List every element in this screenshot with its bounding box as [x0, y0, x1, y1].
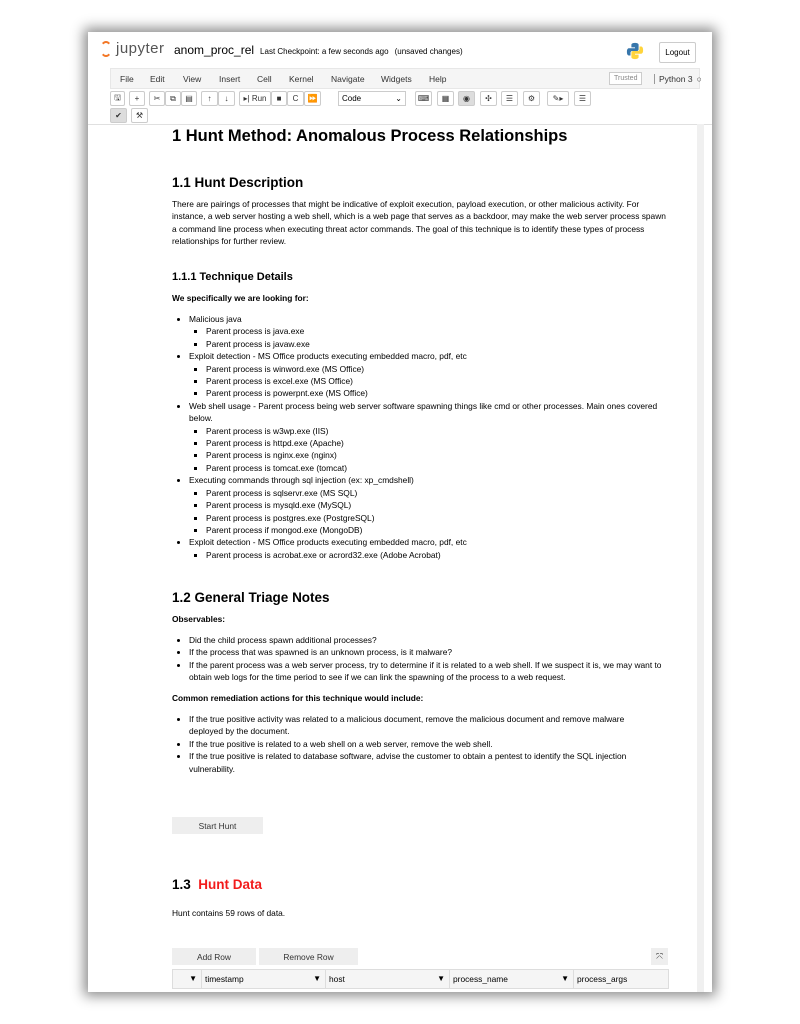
gavel-icon[interactable]: ⚒ — [131, 108, 148, 123]
fullscreen-icon[interactable]: ⤧ — [651, 948, 668, 965]
restart-icon[interactable]: C — [287, 91, 304, 106]
column-label: process_args — [577, 974, 628, 984]
parent-process-item: ▪ Parent process is excel.exe (MS Office) — [206, 375, 666, 387]
cut-icon[interactable]: ✂ — [149, 91, 165, 106]
technique-item — [189, 474, 666, 536]
index-column-header — [173, 970, 202, 988]
column-label: timestamp — [205, 974, 244, 984]
column-header-host[interactable] — [326, 970, 450, 988]
technique-item — [189, 400, 666, 474]
save-icon[interactable]: 🖫 — [110, 91, 125, 106]
parent-process-item: ▪ Parent process is mysqld.exe (MySQL) — [206, 499, 666, 511]
hunt-description: There are pairings of processes that might be indicative of exploit execution, payload execution, or other malicious activity. For instance, a web server hosting a web shell, which is a web page that serves as a backdoor, may make the web server process spawn a command line process when executing threat actor commands. The goal of this technique is to identify these types of process relationships for further review. — [172, 199, 666, 247]
remediation-label: Common remediation actions for this technique would include: — [172, 693, 424, 703]
section-number: 1.3 — [172, 877, 191, 892]
menu-view[interactable]: View — [183, 74, 202, 84]
fast-forward-icon[interactable]: ⏩ — [304, 91, 321, 106]
menu-edit[interactable]: Edit — [150, 74, 165, 84]
checkpoint-status: Last Checkpoint: a few seconds ago — [260, 47, 389, 56]
hide-code-icon[interactable]: ◉ — [458, 91, 475, 106]
copy-icon[interactable]: ⧉ — [165, 91, 181, 106]
kernel-idle-icon: ○ — [696, 74, 702, 84]
technique-item — [189, 536, 666, 561]
technique-label: Exploit detection - MS Office products executing embedded macro, pdf, etc — [189, 537, 467, 548]
parent-process-item: ▪ Parent process if mongod.exe (MongoDB) — [206, 524, 666, 536]
looking-for-label: We specifically we are looking for: — [172, 293, 309, 303]
cell-type-value: Code — [342, 94, 362, 103]
menu-cell[interactable]: Cell — [257, 74, 272, 84]
python-logo-icon — [626, 42, 644, 60]
spellcheck-icon[interactable]: ✔ — [110, 108, 127, 123]
run-button[interactable]: ▸| Run — [239, 91, 271, 106]
menu-insert[interactable]: Insert — [219, 74, 241, 84]
toolbar — [110, 90, 700, 126]
chevron-down-icon: ⌄ — [395, 94, 402, 103]
logout-button[interactable]: Logout — [659, 42, 696, 63]
heading-hunt-data — [172, 877, 672, 892]
table-header — [172, 969, 669, 989]
list-numbered-icon[interactable]: ☰ — [501, 91, 518, 106]
parent-process-item: ▪ Parent process is javaw.exe — [206, 338, 666, 350]
menu-file[interactable]: File — [120, 74, 134, 84]
move-down-icon[interactable]: ↓ — [218, 91, 235, 106]
paste-icon[interactable]: ▤ — [181, 91, 197, 106]
jupyter-logo[interactable] — [100, 40, 165, 57]
filter-icon[interactable]: ▼ — [189, 974, 197, 983]
technique-list — [172, 313, 666, 561]
kernel-indicator[interactable]: Python 3 — [654, 74, 693, 84]
gears-icon[interactable]: ⚙ — [523, 91, 540, 106]
technique-label: Executing commands through sql injection (ex: xp_cmdshell) — [189, 475, 414, 486]
jupyter-logo-icon — [100, 41, 112, 57]
parent-process-item: ▪ Parent process is httpd.exe (Apache) — [206, 437, 666, 449]
parent-process-item: ▪ Parent process is winword.exe (MS Office) — [206, 363, 666, 375]
observable-item: • Did the child process spawn additional processes? — [189, 634, 668, 646]
parent-process-item: ▪ Parent process is w3wp.exe (IIS) — [206, 425, 666, 437]
filter-icon[interactable]: ▼ — [437, 974, 445, 983]
filter-icon[interactable]: ▼ — [313, 974, 321, 983]
observable-item: • If the parent process was a web server process, try to determine if it is related to a web shell. If we suspect it is, we may want to obtain web logs for the time period to see if we can link the spawning of the process to a web request. — [189, 659, 668, 684]
menu-help[interactable]: Help — [429, 74, 447, 84]
notebook-name[interactable]: anom_proc_rel — [174, 43, 255, 57]
column-header-process-args[interactable] — [574, 970, 669, 988]
remediation-item: • If the true positive is related to a web shell on a web server, remove the web shell. — [189, 738, 654, 750]
kernel-status — [654, 74, 702, 84]
heading-hunt-description: 1.1 Hunt Description — [172, 175, 304, 190]
unsaved-status: (unsaved changes) — [394, 47, 463, 56]
paintbrush-icon[interactable]: ✎▸ — [547, 91, 569, 106]
remediation-item: • If the true positive activity was related to a malicious document, remove the malicious document and remove malware deployed by the document. — [189, 713, 654, 738]
menu-widgets[interactable]: Widgets — [381, 74, 412, 84]
remediation-item: • If the true positive is related to database software, advise the customer to obtain a pentest to identify the SQL injection vulnerability. — [189, 750, 654, 775]
parent-process-item: ▪ Parent process is nginx.exe (nginx) — [206, 449, 666, 461]
parent-process-item: ▪ Parent process is tomcat.exe (tomcat) — [206, 462, 666, 474]
logo-text: jupyter — [116, 40, 165, 57]
run-label: Run — [251, 94, 267, 103]
parent-process-item: ▪ Parent process is sqlservr.exe (MS SQL) — [206, 487, 666, 499]
parent-process-item: ▪ Parent process is postgres.exe (PostgreSQL) — [206, 512, 666, 524]
observables-label: Observables: — [172, 614, 226, 624]
parent-process-item: ▪ Parent process is powerpnt.exe (MS Office) — [206, 387, 666, 399]
keyboard-icon[interactable]: ⌨ — [415, 91, 432, 106]
technique-label: Web shell usage - Parent process being web server software spawning things like cmd or other processes. Main ones covered below. — [189, 400, 658, 424]
menu-kernel[interactable]: Kernel — [289, 74, 314, 84]
technique-label: Exploit detection - MS Office products executing embedded macro, pdf, etc — [189, 351, 467, 362]
parent-process-item: ▪ Parent process is java.exe — [206, 325, 666, 337]
column-header-process-name[interactable] — [450, 970, 574, 988]
menu-navigate[interactable]: Navigate — [331, 74, 365, 84]
column-label: process_name — [453, 974, 508, 984]
observable-item: • If the process that was spawned is an unknown process, is it malware? — [189, 646, 668, 658]
technique-item — [189, 313, 666, 350]
column-header-timestamp[interactable] — [202, 970, 326, 988]
add-row-button[interactable]: Add Row — [172, 948, 256, 965]
remove-row-button[interactable]: Remove Row — [259, 948, 358, 965]
filter-icon[interactable]: ▼ — [561, 974, 569, 983]
technique-item — [189, 350, 666, 400]
start-hunt-button[interactable]: Start Hunt — [172, 817, 263, 834]
cell-type-select[interactable] — [338, 91, 406, 106]
parent-process-item: ▪ Parent process is acrobat.exe or acrord32.exe (Adobe Acrobat) — [206, 549, 666, 561]
trusted-indicator[interactable]: Trusted — [609, 72, 642, 85]
header — [88, 32, 712, 68]
column-label: host — [329, 974, 345, 984]
page-title: 1 Hunt Method: Anomalous Process Relationships — [172, 127, 568, 145]
observables-list — [172, 634, 668, 684]
crosshair-icon[interactable]: ✣ — [480, 91, 497, 106]
list-icon[interactable]: ☰ — [574, 91, 591, 106]
notebook-title-row — [174, 43, 463, 57]
row-count-text: Hunt contains 59 rows of data. — [172, 908, 286, 918]
stop-icon[interactable]: ■ — [271, 91, 287, 106]
menubar — [110, 68, 700, 89]
move-up-icon[interactable]: ↑ — [201, 91, 218, 106]
heading-triage-notes: 1.2 General Triage Notes — [172, 590, 330, 605]
calculator-icon[interactable]: ▦ — [437, 91, 454, 106]
technique-label: Malicious java — [189, 314, 242, 324]
notebook-window — [88, 32, 712, 992]
heading-technique-details: 1.1.1 Technique Details — [172, 271, 293, 283]
scrollbar[interactable] — [697, 124, 704, 992]
hunt-data-title: Hunt Data — [198, 877, 263, 892]
remediation-list — [172, 713, 654, 775]
insert-cell-icon[interactable]: + — [129, 91, 145, 106]
